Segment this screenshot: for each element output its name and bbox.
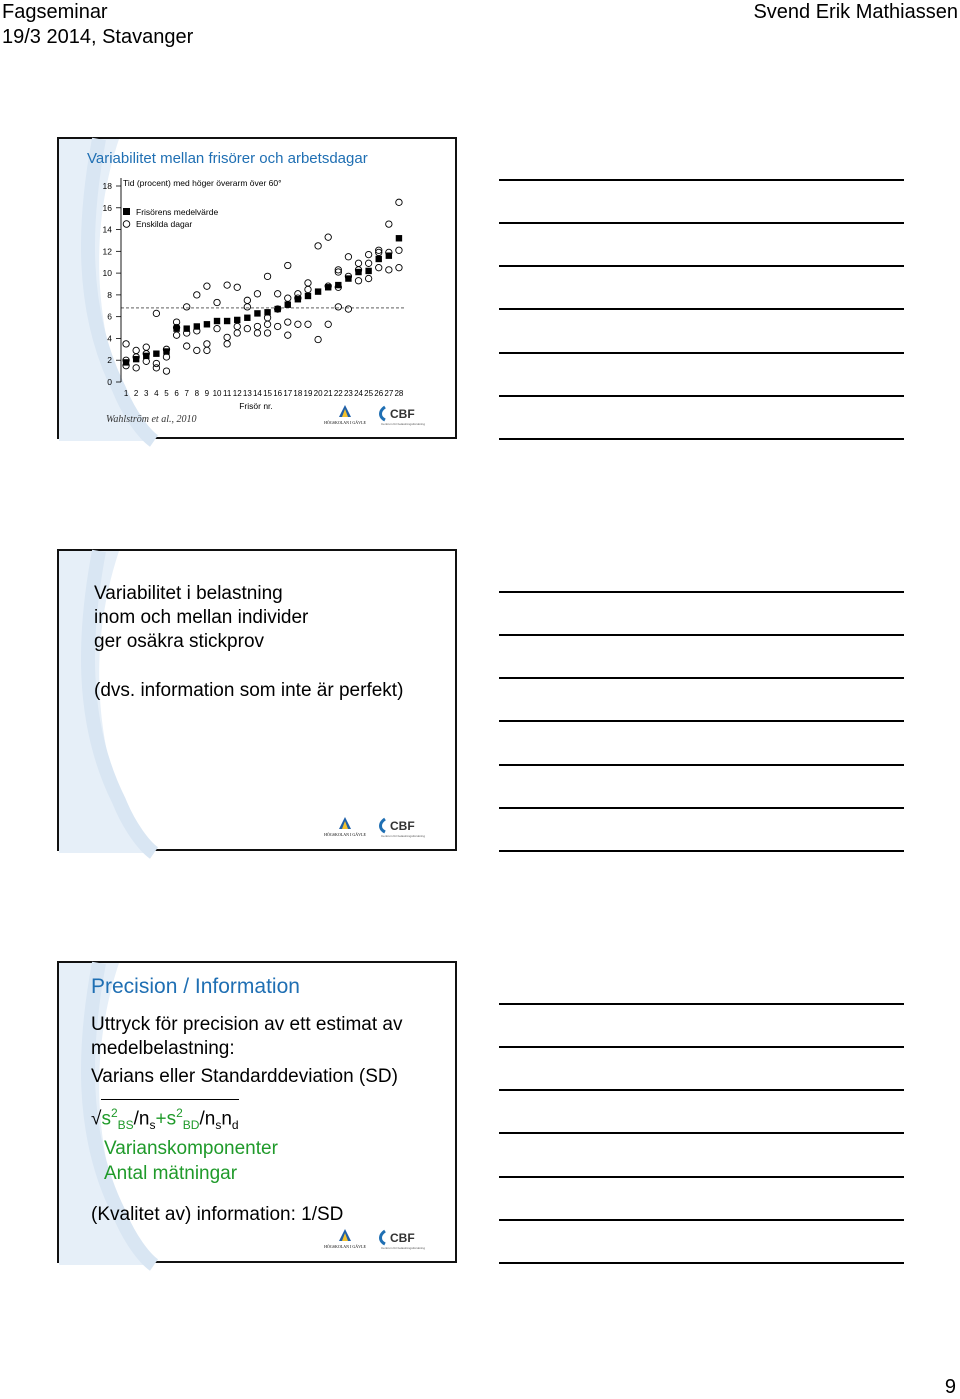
x-tick-label: 11 [222, 389, 232, 398]
formula-s1: s [101, 1108, 111, 1130]
day-point [285, 295, 291, 301]
logos-slide-2 [324, 815, 443, 848]
day-point [173, 332, 179, 338]
day-point [345, 306, 351, 312]
note-line [499, 850, 904, 852]
day-point [204, 347, 210, 353]
slide-3-line-3: Varians eller Standarddeviation (SD) [91, 1066, 398, 1087]
formula-n2-sub: s [215, 1118, 222, 1133]
header-author: Svend Erik Mathiassen [753, 1, 958, 23]
note-line [499, 395, 904, 397]
cbf-logo [381, 407, 426, 426]
day-point [264, 330, 270, 336]
logo-group [324, 1227, 443, 1255]
x-tick-label: 13 [242, 389, 252, 398]
x-tick-label: 5 [164, 389, 169, 398]
legend-day-label: Enskilda dagar [136, 219, 193, 229]
day-point [244, 297, 250, 303]
slide-3-line-2: medelbelastning: [91, 1038, 235, 1059]
chart-legend [123, 207, 218, 229]
day-point [305, 286, 311, 292]
note-line [499, 179, 904, 181]
slide-1-title: Variabilitet mellan frisörer och arbetsdagar [87, 150, 368, 167]
day-point [325, 234, 331, 240]
day-point [204, 341, 210, 347]
note-line [499, 1132, 904, 1134]
slide-3-title: Precision / Information [91, 975, 300, 998]
slide-3-green-2: Antal mätningar [104, 1163, 238, 1184]
formula-s1-sup: 2 [110, 1106, 118, 1120]
legend-mean-label: Frisörens medelvärde [136, 207, 219, 217]
mean-point [305, 293, 311, 299]
formula-n3: n [221, 1108, 232, 1130]
x-tick-label: 22 [333, 389, 343, 398]
slide-3 [57, 961, 457, 1263]
day-point [183, 304, 189, 310]
x-tick-label: 10 [212, 389, 222, 398]
day-point [214, 325, 220, 331]
x-tick-label: 1 [123, 389, 129, 398]
formula-s2-sub: BD [182, 1118, 200, 1133]
header-course: Fagseminar [2, 1, 108, 23]
day-point [224, 282, 230, 288]
day-point [214, 299, 220, 305]
day-point [244, 304, 250, 310]
day-point [386, 221, 392, 227]
svg-text:Centrum för belastningsforskni: Centrum för belastningsforskning [381, 422, 426, 426]
scatter-chart [59, 139, 459, 441]
day-point [123, 341, 129, 347]
x-axis-label: Frisör nr. [239, 401, 273, 411]
slide-2-line-4: (dvs. information som inte är perfekt) [94, 680, 404, 701]
day-point [295, 321, 301, 327]
mean-point [234, 317, 240, 323]
day-point [335, 304, 341, 310]
note-line [499, 352, 904, 354]
day-point [234, 323, 240, 329]
note-line [499, 265, 904, 267]
x-tick-label: 7 [184, 389, 189, 398]
svg-text:CBF: CBF [390, 819, 415, 833]
slide-3-formula [91, 1099, 239, 1137]
day-point [365, 275, 371, 281]
y-axis-label: Tid (procent) med höger överarm över 60° [123, 178, 282, 188]
note-line [499, 1262, 904, 1264]
x-tick-label: 3 [144, 389, 149, 398]
slide-1 [57, 137, 457, 439]
note-line [499, 1089, 904, 1091]
x-tick-label: 25 [364, 389, 374, 398]
day-point [274, 323, 280, 329]
day-point [345, 254, 351, 260]
day-point [264, 273, 270, 279]
day-point [224, 341, 230, 347]
note-line [499, 807, 904, 809]
mean-point [214, 318, 220, 324]
note-line [499, 1176, 904, 1178]
x-tick-label: 15 [263, 389, 273, 398]
day-point [153, 310, 159, 316]
svg-text:CBF: CBF [390, 1231, 415, 1245]
y-tick-label: 0 [107, 377, 112, 387]
svg-text:CBF: CBF [390, 407, 415, 421]
x-tick-label: 18 [293, 389, 303, 398]
svg-text:HÖGSKOLAN I GÄVLE: HÖGSKOLAN I GÄVLE [324, 1244, 366, 1249]
day-point [254, 291, 260, 297]
svg-text:HÖGSKOLAN I GÄVLE: HÖGSKOLAN I GÄVLE [324, 832, 366, 837]
day-point [133, 347, 139, 353]
day-point [143, 358, 149, 364]
y-tick-label: 4 [107, 333, 112, 344]
day-point [133, 365, 139, 371]
formula-n2: /n [199, 1108, 216, 1130]
mean-point [153, 350, 159, 356]
day-point [295, 291, 301, 297]
note-line [499, 677, 904, 679]
day-point [305, 280, 311, 286]
y-tick-label: 2 [107, 355, 112, 366]
day-point [355, 278, 361, 284]
note-line [499, 1219, 904, 1221]
mean-point [376, 256, 382, 262]
note-line [499, 764, 904, 766]
x-tick-label: 24 [354, 389, 363, 398]
day-point [143, 344, 149, 350]
day-point [365, 260, 371, 266]
x-tick-label: 27 [384, 389, 394, 398]
formula-s1-sub: BS [117, 1118, 134, 1133]
mean-point [224, 318, 230, 324]
logos-slide-3 [324, 1227, 443, 1260]
note-line [499, 222, 904, 224]
day-point [315, 243, 321, 249]
x-tick-label: 21 [323, 389, 333, 398]
day-point [254, 323, 260, 329]
note-line [499, 720, 904, 722]
day-point [244, 325, 250, 331]
day-point [396, 199, 402, 205]
day-point [194, 347, 200, 353]
slide-2-line-2: inom och mellan individer [94, 607, 309, 628]
mean-point [204, 321, 210, 327]
note-line [499, 1003, 904, 1005]
y-tick-label: 18 [102, 181, 112, 191]
note-line [499, 308, 904, 310]
svg-text:Centrum för belastningsforskni: Centrum för belastningsforskning [381, 834, 426, 838]
mean-point [365, 268, 371, 274]
x-tick-label: 14 [252, 389, 262, 398]
day-point [285, 262, 291, 268]
svg-text:HÖGSKOLAN I GÄVLE: HÖGSKOLAN I GÄVLE [324, 420, 366, 425]
day-point [355, 260, 361, 266]
day-point [234, 284, 240, 290]
note-line [499, 591, 904, 593]
day-point [315, 336, 321, 342]
day-point [254, 330, 260, 336]
cbf-logo [381, 1231, 426, 1250]
day-point [264, 321, 270, 327]
x-tick-label: 8 [194, 389, 200, 398]
y-tick-label: 6 [107, 311, 112, 322]
formula-radicand [101, 1099, 238, 1137]
formula-n1-sub: s [149, 1118, 156, 1133]
slide-2-line-3: ger osäkra stickprov [94, 631, 265, 652]
formula-s2: +s [155, 1108, 177, 1130]
y-tick-label: 10 [102, 268, 112, 279]
logos-slide-1 [324, 403, 443, 436]
x-tick-label: 17 [283, 389, 293, 398]
day-point [274, 291, 280, 297]
note-line [499, 634, 904, 636]
mean-point [254, 310, 260, 316]
day-point [325, 321, 331, 327]
day-point [163, 354, 169, 360]
mean-point [285, 301, 291, 307]
cbf-logo [381, 819, 426, 838]
day-point [376, 264, 382, 270]
x-tick-label: 16 [273, 389, 283, 398]
sqrt-symbol: √ [91, 1108, 102, 1130]
mean-point [315, 288, 321, 294]
x-tick-label: 20 [313, 389, 323, 398]
formula-s2-sup: 2 [176, 1106, 183, 1120]
svg-text:Centrum för belastningsforskni: Centrum för belastningsforskning [381, 1246, 426, 1250]
x-tick-label: 4 [154, 389, 159, 398]
formula-n3-sub: d [231, 1118, 239, 1133]
day-point [264, 315, 270, 321]
x-tick-label: 19 [303, 389, 313, 398]
day-point [194, 292, 200, 298]
header-date-place: 19/3 2014, Stavanger [2, 26, 194, 48]
day-point [285, 319, 291, 325]
day-point [224, 334, 230, 340]
y-tick-label: 8 [107, 289, 112, 300]
day-point [153, 360, 159, 366]
note-line [499, 438, 904, 440]
slide-3-line-1: Uttryck för precision av ett estimat av [91, 1014, 403, 1035]
slide-2-line-1: Variabilitet i belastning [94, 583, 283, 604]
citation: Wahlström et al., 2010 [106, 414, 197, 425]
legend-mean-marker [123, 208, 130, 215]
day-point [365, 251, 371, 257]
x-tick-label: 23 [343, 389, 353, 398]
legend-day-marker [123, 221, 130, 228]
note-line [499, 1046, 904, 1048]
day-point [183, 343, 189, 349]
mean-point [396, 235, 402, 241]
day-point [396, 264, 402, 270]
x-tick-label: 28 [394, 389, 404, 398]
day-point [234, 330, 240, 336]
logo-group [324, 403, 443, 431]
mean-point [244, 315, 250, 321]
formula-n1: /n [133, 1108, 150, 1130]
day-point [386, 267, 392, 273]
day-point [285, 332, 291, 338]
x-tick-label: 6 [174, 389, 179, 398]
day-point [163, 368, 169, 374]
y-tick-label: 12 [102, 246, 112, 257]
x-tick-label: 9 [204, 389, 210, 398]
slide-2 [57, 549, 457, 851]
day-point [305, 321, 311, 327]
x-tick-label: 2 [133, 389, 139, 398]
day-point [396, 247, 402, 253]
logo-group [324, 815, 443, 843]
slide-3-line-4: (Kvalitet av) information: 1/SD [91, 1204, 344, 1225]
x-tick-label: 26 [374, 389, 384, 398]
x-tick-label: 12 [232, 389, 242, 398]
page-number: 9 [944, 1376, 956, 1398]
y-tick-label: 16 [102, 202, 112, 213]
y-tick-label: 14 [102, 224, 112, 235]
slide-3-green-1: Varianskomponenter [104, 1138, 278, 1159]
day-point [204, 283, 210, 289]
